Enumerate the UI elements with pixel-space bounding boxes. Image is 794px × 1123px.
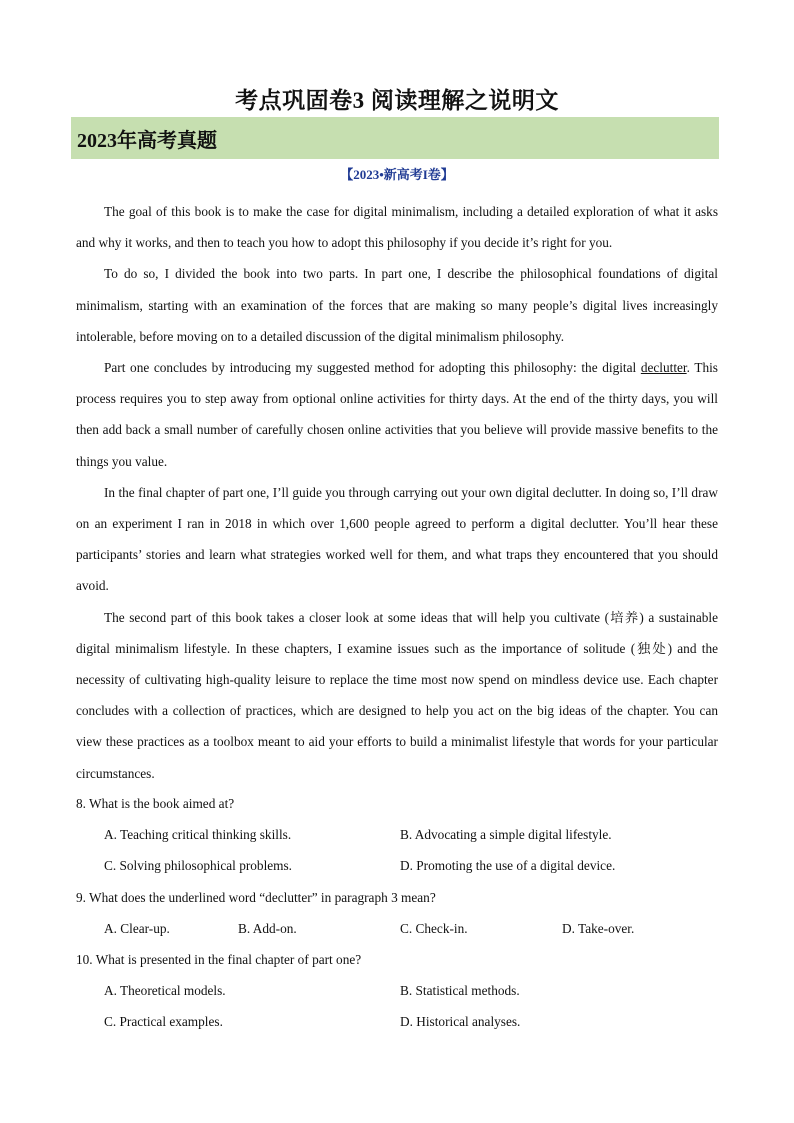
question-8-option-d: D. Promoting the use of a digital device. — [400, 858, 616, 873]
paragraph-1: The goal of this book is to make the case for digital minimalism, including a detailed exploration of what it asks and why it works, and then to teach you how to adopt this philosophy if you decide it’s right for you. — [76, 204, 718, 251]
source-label: 【2023•新高考I卷】 — [340, 167, 454, 182]
question-9-option-a: A. Clear-up. — [104, 921, 170, 936]
question-8-option-a: A. Teaching critical thinking skills. — [104, 827, 292, 842]
question-10-option-a: A. Theoretical models. — [104, 983, 226, 998]
section-heading: 2023年高考真题 — [77, 129, 217, 152]
question-10-option-b: B. Statistical methods. — [400, 983, 520, 998]
question-9-option-d: D. Take-over. — [562, 921, 635, 936]
question-9-option-c: C. Check-in. — [400, 921, 468, 936]
question-10-option-c: C. Practical examples. — [104, 1014, 223, 1029]
paragraph-4: In the final chapter of part one, I’ll guide you through carrying out your own digital declutter. In doing so, I’ll draw on an experiment I ran in 2018 in which over 1,600 people agreed to perform a digital declutter. You’ll hear these participants’ stories and learn what strategies worked well for them, and what traps they encountered that you should avoid. — [76, 484, 718, 594]
paragraph-2: To do so, I divided the book into two parts. In part one, I describe the philosophical foundations of digital minimalism, starting with an examination of the forces that are making so many people’s digital lives increasingly intolerable, before moving on to a detailed discussion of the digital minimalism philosophy. — [76, 266, 718, 344]
paragraph-3 — [76, 352, 718, 477]
reading-passage — [76, 196, 718, 789]
page-title: 考点巩固卷3 阅读理解之说明文 — [235, 88, 559, 113]
section-banner — [71, 117, 719, 159]
question-10-stem: 10. What is presented in the final chapter of part one? — [76, 952, 362, 967]
paragraph-3-after: . This process requires you to step away from optional online activities for thirty days. At the end of the thirty days, you will then add back a small number of carefully chosen online activities that you believe will provide massive benefits to the things you value. — [76, 360, 718, 469]
question-9-stem: 9. What does the underlined word “declutter” in paragraph 3 mean? — [76, 890, 436, 905]
question-8-stem: 8. What is the book aimed at? — [76, 796, 235, 811]
paragraph-3-before: Part one concludes by introducing my suggested method for adopting this philosophy: the digital — [104, 360, 641, 376]
question-8-option-c: C. Solving philosophical problems. — [104, 858, 293, 873]
question-8-option-b: B. Advocating a simple digital lifestyle. — [400, 827, 612, 842]
question-10-option-d: D. Historical analyses. — [400, 1014, 521, 1029]
question-9-option-b: B. Add-on. — [238, 921, 297, 936]
underlined-word: declutter — [640, 360, 687, 376]
paragraph-5: The second part of this book takes a closer look at some ideas that will help you cultivate (培养) a sustainable digital minimalism lifestyle. In these chapters, I examine issues such as the importance of solitude (独处) and the necessity of cultivating high-quality leisure to replace the time most now spend on mindless device use. Each chapter concludes with a collection of practices, which are designed to help you act on the big ideas of the chapter. You can view these practices as a toolbox meant to aid your efforts to build a minimalist lifestyle that words for your particular circumstances. — [76, 609, 718, 781]
